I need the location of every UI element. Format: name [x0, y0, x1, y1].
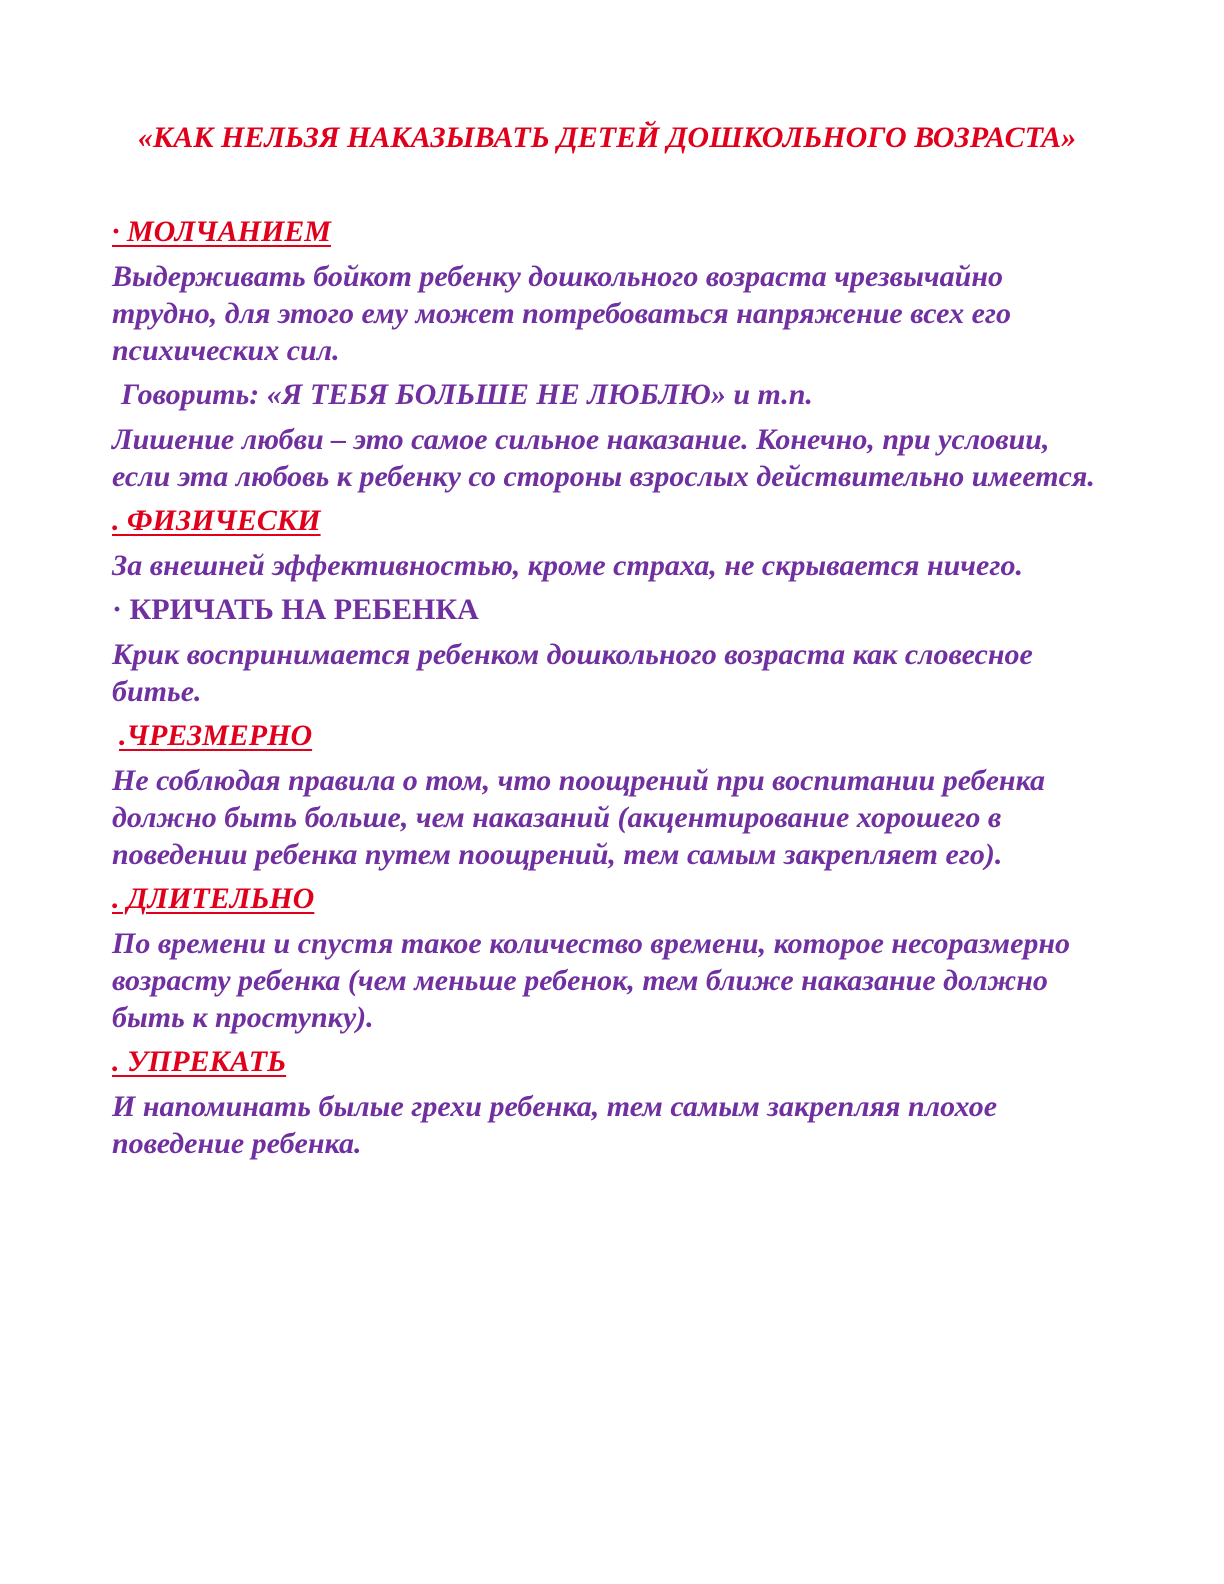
section-heading-excessive: .ЧРЕЗМЕРНО [119, 719, 313, 752]
section-text-excessive: Не соблюдая правила о том, что поощрений при воспитании ребенка должно быть больше, чем наказаний (акцентирование хорошего в поведении ребенка путем поощрений, тем самым закрепляет его). [112, 764, 1046, 871]
section-text-silence: Выдерживать бойкот ребенку дошкольного возраста чрезвычайно трудно, для этого ему может потребоваться напряжение всех его психических сил. [112, 260, 1011, 367]
section-heading-silence: · МОЛЧАНИЕМ [112, 215, 331, 248]
section-heading-shouting: · КРИЧАТЬ НА РЕБЕНКА [112, 593, 479, 626]
section-heading-prolonged: . ДЛИТЕЛЬНО [112, 882, 315, 915]
section-heading-reproach: . УПРЕКАТЬ [112, 1045, 287, 1078]
document-title: «КАК НЕЛЬЗЯ НАКАЗЫВАТЬ ДЕТЕЙ ДОШКОЛЬНОГО ВОЗРАСТА» [137, 121, 1077, 154]
section-heading-physical: . ФИЗИЧЕСКИ [112, 504, 321, 537]
section-text-shouting: Крик воспринимается ребенком дошкольного возраста как словесное битье. [112, 638, 1033, 708]
section-text-prolonged: По времени и спустя такое количество времени, которое несоразмерно возрасту ребенка (чем меньше ребенок, тем ближе наказание должно быть к проступку). [112, 927, 1071, 1034]
section-text-physical: За внешней эффективностью, кроме страха, не скрывается ничего. [112, 549, 1023, 582]
document-page [112, 120, 1112, 1170]
section-text-reproach: И напоминать былые грехи ребенка, тем самым закрепляя плохое поведение ребенка. [112, 1090, 998, 1160]
section-text-love: Лишение любви – это самое сильное наказание. Конечно, при условии, если эта любовь к ребенку со стороны взрослых действительно имеется. [112, 423, 1095, 493]
section-heading-love: Говорить: «Я ТЕБЯ БОЛЬШЕ НЕ ЛЮБЛЮ» и т.п. [121, 378, 813, 411]
